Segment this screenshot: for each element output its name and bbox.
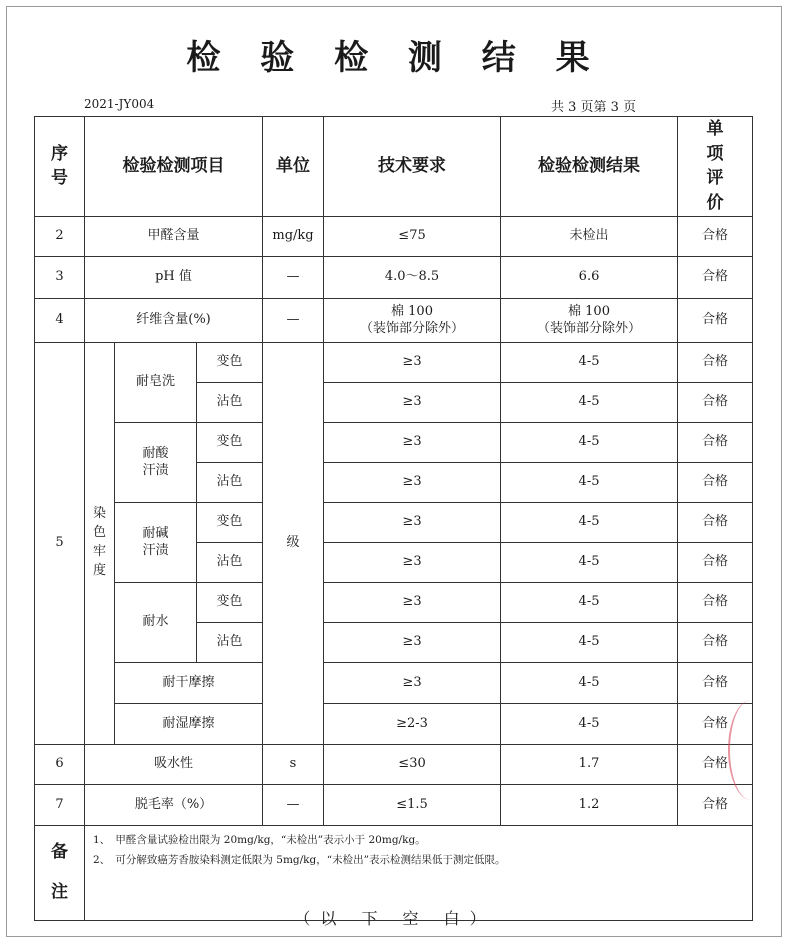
row-seq: 3 bbox=[35, 256, 85, 298]
table-row bbox=[35, 703, 753, 744]
page-info: 共 3 页第 3 页 bbox=[551, 100, 637, 115]
row-result: 4-5 bbox=[501, 622, 678, 662]
row-result: 4-5 bbox=[501, 342, 678, 382]
result-line: （装饰部分除外） bbox=[537, 321, 642, 337]
subitem-type: 沾色 bbox=[197, 542, 263, 582]
row-evaluation: 合格 bbox=[678, 622, 753, 662]
row-requirement: ≤1.5 bbox=[324, 784, 501, 825]
table-row bbox=[35, 256, 753, 298]
row-unit: — bbox=[263, 784, 324, 825]
table-row bbox=[35, 342, 753, 382]
row-seq: 7 bbox=[35, 784, 85, 825]
subitem-type: 变色 bbox=[197, 422, 263, 462]
result-line: 棉 100 bbox=[568, 303, 610, 319]
subitem-type: 变色 bbox=[197, 502, 263, 542]
row-evaluation: 合格 bbox=[678, 382, 753, 422]
row-evaluation: 合格 bbox=[678, 422, 753, 462]
subitem-name: 耐湿摩擦 bbox=[115, 703, 263, 744]
row-requirement: ≥3 bbox=[324, 422, 501, 462]
row-requirement: ≥3 bbox=[324, 342, 501, 382]
row-evaluation: 合格 bbox=[678, 342, 753, 382]
row-requirement bbox=[324, 298, 501, 342]
row-item: pH 值 bbox=[85, 256, 263, 298]
row-unit: mg/kg bbox=[263, 216, 324, 256]
row-requirement: ≥3 bbox=[324, 662, 501, 703]
row-unit: s bbox=[263, 744, 324, 784]
row-requirement: ≤75 bbox=[324, 216, 501, 256]
row-result: 4-5 bbox=[501, 662, 678, 703]
table-row bbox=[35, 784, 753, 825]
fastness-group: 染色牢度 bbox=[85, 342, 115, 744]
row-requirement: ≥3 bbox=[324, 542, 501, 582]
requirement-line: （装饰部分除外） bbox=[360, 321, 465, 337]
row-result: 1.2 bbox=[501, 784, 678, 825]
row-evaluation: 合格 bbox=[678, 298, 753, 342]
subitem-name: 耐酸 汗渍 bbox=[115, 422, 197, 502]
row-seq: 6 bbox=[35, 744, 85, 784]
table-row bbox=[35, 216, 753, 256]
row-unit: — bbox=[263, 298, 324, 342]
row-evaluation: 合格 bbox=[678, 662, 753, 703]
row-requirement: ≥2-3 bbox=[324, 703, 501, 744]
fastness-seq: 5 bbox=[35, 342, 85, 744]
remark-note: 2、 可分解致癌芳香胺染料测定低限为 5mg/kg，“未检出”表示检测结果低于测定低限。 bbox=[93, 853, 506, 866]
subitem-type: 变色 bbox=[197, 582, 263, 622]
row-evaluation: 合格 bbox=[678, 502, 753, 542]
row-result: 4-5 bbox=[501, 382, 678, 422]
row-result: 6.6 bbox=[501, 256, 678, 298]
row-evaluation: 合格 bbox=[678, 784, 753, 825]
row-item: 脱毛率（%） bbox=[85, 784, 263, 825]
row-evaluation: 合格 bbox=[678, 542, 753, 582]
row-evaluation: 合格 bbox=[678, 462, 753, 502]
subitem-type: 沾色 bbox=[197, 622, 263, 662]
row-requirement: ≥3 bbox=[324, 582, 501, 622]
table-row bbox=[35, 582, 753, 622]
row-requirement: ≥3 bbox=[324, 622, 501, 662]
subitem-name: 耐水 bbox=[115, 582, 197, 662]
table-row bbox=[35, 298, 753, 342]
row-seq: 2 bbox=[35, 216, 85, 256]
header-requirement: 技术要求 bbox=[324, 117, 501, 217]
results-table bbox=[34, 116, 753, 921]
remark-note: 1、 甲醛含量试验检出限为 20mg/kg，“未检出”表示小于 20mg/kg。 bbox=[93, 833, 426, 846]
header-item: 检验检测项目 bbox=[85, 117, 263, 217]
subitem-type: 沾色 bbox=[197, 462, 263, 502]
table-row bbox=[35, 422, 753, 462]
row-result: 4-5 bbox=[501, 542, 678, 582]
row-evaluation: 合格 bbox=[678, 216, 753, 256]
subitem-name: 耐碱 汗渍 bbox=[115, 502, 197, 582]
table-header-row bbox=[35, 117, 753, 217]
row-evaluation: 合格 bbox=[678, 744, 753, 784]
row-requirement: 4.0～8.5 bbox=[324, 256, 501, 298]
row-result: 4-5 bbox=[501, 582, 678, 622]
header-unit: 单位 bbox=[263, 117, 324, 217]
subitem-type: 沾色 bbox=[197, 382, 263, 422]
row-result: 4-5 bbox=[501, 462, 678, 502]
row-requirement: ≥3 bbox=[324, 502, 501, 542]
table-row bbox=[35, 502, 753, 542]
page-title: 检 验 检 测 结 果 bbox=[186, 38, 604, 78]
row-requirement: ≥3 bbox=[324, 382, 501, 422]
document-number: 2021-JY004 bbox=[84, 97, 155, 111]
header-result: 检验检测结果 bbox=[501, 117, 678, 217]
subitem-type: 变色 bbox=[197, 342, 263, 382]
row-result: 4-5 bbox=[501, 502, 678, 542]
seal-stamp bbox=[728, 700, 774, 800]
row-item: 甲醛含量 bbox=[85, 216, 263, 256]
header-seq: 序号 bbox=[35, 117, 85, 217]
row-evaluation: 合格 bbox=[678, 703, 753, 744]
row-evaluation: 合格 bbox=[678, 582, 753, 622]
subitem-name: 耐皂洗 bbox=[115, 342, 197, 422]
row-result: 4-5 bbox=[501, 422, 678, 462]
row-result: 1.7 bbox=[501, 744, 678, 784]
row-result: 4-5 bbox=[501, 703, 678, 744]
fastness-unit: 级 bbox=[263, 342, 324, 744]
row-result bbox=[501, 298, 678, 342]
subitem-name: 耐干摩擦 bbox=[115, 662, 263, 703]
row-item: 吸水性 bbox=[85, 744, 263, 784]
table-row bbox=[35, 662, 753, 703]
header-evaluation: 单项评价 bbox=[678, 117, 753, 217]
table-row bbox=[35, 744, 753, 784]
row-unit: — bbox=[263, 256, 324, 298]
row-evaluation: 合格 bbox=[678, 256, 753, 298]
row-requirement: ≥3 bbox=[324, 462, 501, 502]
remarks-label: 备注 bbox=[35, 825, 85, 920]
row-result: 未检出 bbox=[501, 216, 678, 256]
row-requirement: ≤30 bbox=[324, 744, 501, 784]
requirement-line: 棉 100 bbox=[391, 303, 433, 319]
end-of-page-marker: （以 下 空 白） bbox=[294, 909, 496, 928]
row-seq: 4 bbox=[35, 298, 85, 342]
row-item: 纤维含量(%) bbox=[85, 298, 263, 342]
